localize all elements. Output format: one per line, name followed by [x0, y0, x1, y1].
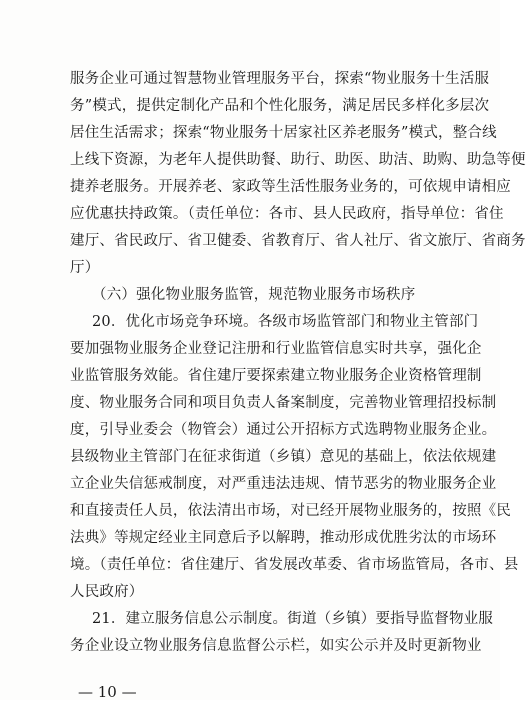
text-line: 境。（责任单位：省住建厅、省发展改革委、省市场监管局，各市、县 — [70, 557, 519, 573]
section-heading: （六）强化物业服务监管，规范物业服务市场秩序 — [92, 287, 416, 303]
text-line: 居住生活需求；探索“物业服务十居家社区养老服务”模式，整合线 — [70, 125, 497, 141]
text-line: 建厅、省民政厅、省卫健委、省教育厅、省人社厅、省文旅厅、省商务 — [70, 233, 526, 249]
text-line: 业监管服务效能。省住建厅要探索建立物业服务企业资格管理制 — [70, 368, 482, 384]
text-line: 要加强物业服务企业登记注册和行业监管信息实时共享，强化企 — [70, 341, 482, 357]
paragraph-start: 20．优化市场竞争环境。各级市场监管部门和物业主管部门 — [92, 314, 479, 330]
text-line: 度，引导业委会（物管会）通过公开招标方式选聘物业服务企业。 — [70, 422, 497, 438]
text-line: 法典》等规定经业主同意后予以解聘，推动形成优胜劣汰的市场环 — [70, 530, 497, 546]
text-line: 务”模式，提供定制化产品和个性化服务，满足居民多样化多层次 — [70, 98, 490, 114]
text-line: 度、物业服务合同和项目负责人备案制度，完善物业管理招投标制 — [70, 395, 497, 411]
text-line: 捷养老服务。开展养老、家政等生活性服务业务的，可依规申请相应 — [70, 179, 511, 195]
text-line: 21．建立服务信息公示制度。街道（乡镇）要指导监督物业服 — [92, 611, 494, 627]
text-line: 和直接责任人员，依法清出市场，对已经开展物业服务的，按照《民 — [70, 503, 511, 519]
text-line: 务企业设立物业服务信息监督公示栏，如实公示并及时更新物业 — [70, 638, 482, 654]
text-line: 应优惠扶持政策。（责任单位：各市、县人民政府，指导单位：省住 — [70, 206, 504, 222]
text-line: 人民政府） — [70, 584, 144, 600]
page-number: — 10 — — [78, 683, 137, 701]
text-line: 服务企业可通过智慧物业管理服务平台，探索“物业服务十生活服 — [70, 71, 490, 87]
text-line: 县级物业主管部门在征求街道（乡镇）意见的基础上，依法依规建 — [70, 449, 497, 465]
text-line: 厅） — [70, 260, 100, 276]
text-line: 立企业失信惩戒制度，对严重违法违规、情节恶劣的物业服务企业 — [70, 476, 497, 492]
text-line: 上线下资源，为老年人提供助餐、助行、助医、助洁、助购、助急等便 — [70, 152, 526, 168]
